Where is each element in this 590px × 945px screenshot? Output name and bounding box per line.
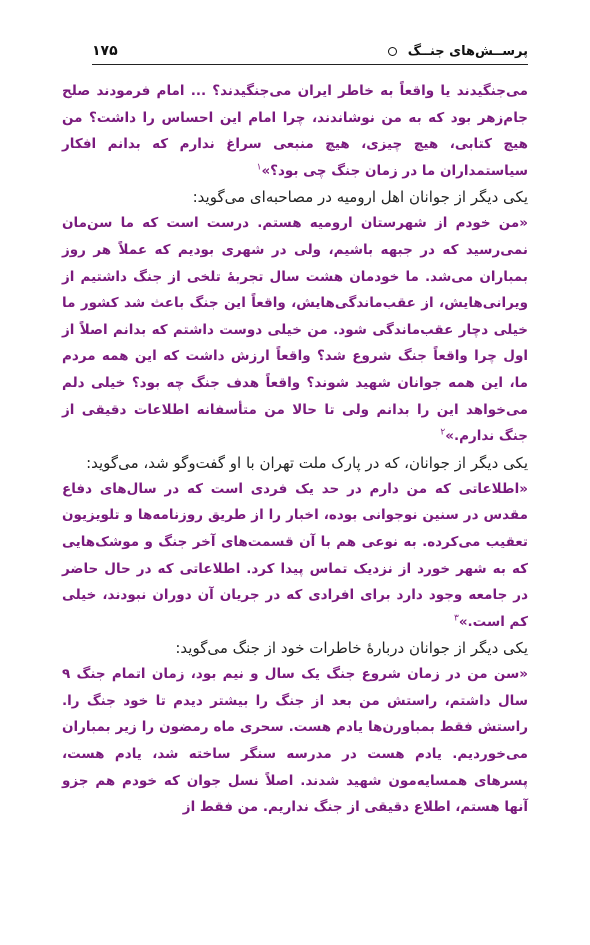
narration-paragraph [62, 184, 528, 210]
running-title-text: پرســش‌های جنــگ [407, 44, 528, 59]
quote-text: می‌جنگیدند یا واقعاً به خاطر ایران می‌جنگیدند؟ ... امام فرمودند صلح جام‌زهر بود که به من نوشاندند، چرا امام این احساس را داشت؟ من هیچ کتابی، هیچ چیزی، هیچ منبعی سراغ ندارم که بدانم افکار سیاستمداران ما در زمان جنگ چی بود؟» [62, 83, 528, 179]
quote-paragraph [62, 78, 528, 184]
quote-text: «سن من در زمان شروع جنگ یک سال و نیم بود، زمان اتمام جنگ ۹ سال داشتم، راستش من بعد از جنگ را بیشتر دیدم تا خود جنگ را. راستش فقط بمباورن‌ها یادم هست. سحری ماه رمضون را زیر بمباران می‌خوردیم. یادم هست در مدرسه سنگر ساخته شد، یادم هست، پسرهای همسایه‌مون شهید شدند. اصلاً نسل جوان که خودم هم جزو آنها هستم، اطلاع دقیقی از جنگ نداریم. من فقط از [62, 666, 528, 816]
quote-paragraph [62, 661, 528, 821]
quote-text: «اطلاعاتی که من دارم در حد یک فردی است که در سال‌های دفاع مقدس در سنین نوجوانی بوده، اخبار را از طریق روزنامه‌ها و تلویزیون تعقیب می‌کرده. به نوعی هم با آن قسمت‌های آخر جنگ و موشک‌هایی که به شهر خورد از نزدیک تماس پیدا کرد. اطلاعاتی که در حال حاضر در جامعه وجود دارد برای افرادی که در جریان آن دوران نبودند، خیلی کم است.» [62, 480, 528, 630]
quote-paragraph [62, 476, 528, 636]
page-header [92, 40, 528, 66]
narration-text: یکی دیگر از جوانان دربارهٔ خاطرات خود از جنگ می‌گوید: [175, 639, 528, 658]
footnote-marker: ۲ [440, 427, 446, 438]
quote-paragraph [62, 210, 528, 449]
circle-bullet-icon [388, 47, 397, 56]
footnote-marker: ۱ [256, 162, 262, 173]
narration-paragraph [62, 450, 528, 476]
page-number: ۱۷۵ [92, 43, 118, 59]
footnote-marker: ۳ [453, 613, 459, 624]
running-title [388, 44, 528, 59]
narration-paragraph [62, 635, 528, 661]
quote-text: «من خودم از شهرستان ارومیه هستم. درست است که ما سن‌مان نمی‌رسید که در جبهه باشیم، ولی در شهری بودیم که عملاً هر روز بمباران می‌شد. ما خودمان هشت سال تجربهٔ تلخی از جنگ داشتیم از ویرانی‌هایش، از عقب‌ماندگی‌هایش، واقعاً این جنگ باعث شد کشور ما خیلی دچار عقب‌ماندگی شود. من خیلی دوست داشتم که بدانم اصلاً از اول چرا واقعاً جنگ شروع شد؟ واقعاً ارزش داشت که این همه مردم ما، این همه جوانان شهید شوند؟ واقعاً هدف جنگ چه بود؟ خیلی دلم می‌خواهد این را بدانم ولی تا حالا من متأسفانه اطلاعات دقیقی از جنگ ندارم.» [62, 215, 528, 445]
page-body [62, 78, 528, 821]
header-rule [92, 64, 528, 65]
narration-text: یکی دیگر از جوانان اهل ارومیه در مصاحبه‌ای می‌گوید: [192, 188, 528, 207]
narration-text: یکی دیگر از جوانان، که در پارک ملت تهران با او گفت‌وگو شد، می‌گوید: [86, 453, 528, 472]
